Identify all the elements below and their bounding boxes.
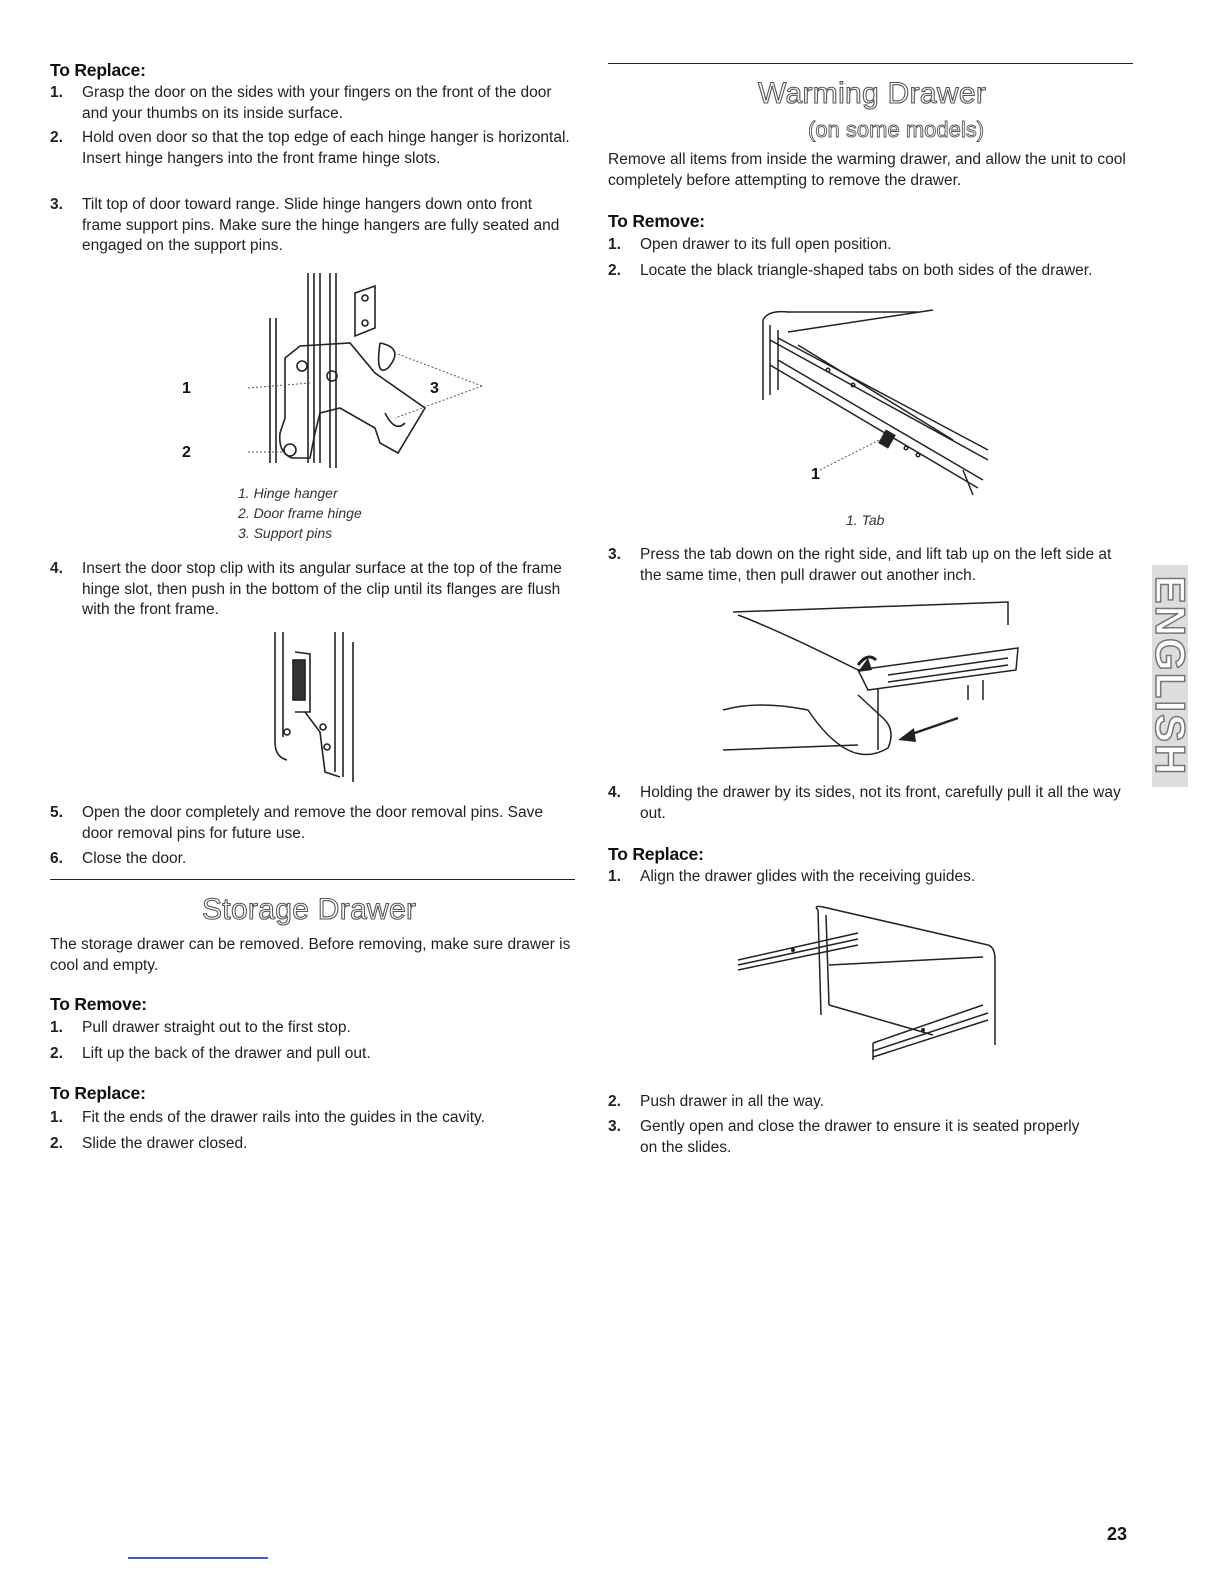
tab-illustration bbox=[758, 310, 998, 500]
door-step-6: 6. Close the door. bbox=[50, 850, 187, 867]
hinge-callout-1: 1 bbox=[182, 380, 191, 397]
storage-replace-step-1: 1. Fit the ends of the drawer rails into the guides in the cavity. bbox=[50, 1109, 485, 1126]
tab-caption: 1. Tab bbox=[846, 512, 885, 528]
door-replace-heading: To Replace: bbox=[50, 60, 146, 80]
warming-remove-heading: To Remove: bbox=[608, 211, 705, 231]
section-divider bbox=[50, 879, 575, 880]
storage-replace-heading: To Replace: bbox=[50, 1083, 146, 1103]
storage-intro: The storage drawer can be removed. Before removing, make sure drawer is cool and empty. bbox=[50, 936, 571, 974]
hinge-caption-3: 3. Support pins bbox=[238, 525, 333, 541]
warming-remove-step-4: 4. Holding the drawer by its sides, not its front, carefully pull it all the way out. bbox=[608, 784, 1121, 822]
warming-remove-step-1: 1. Open drawer to its full open position. bbox=[608, 236, 892, 253]
warming-remove-step-2: 2. Locate the black triangle-shaped tabs on both sides of the drawer. bbox=[608, 262, 1093, 279]
language-label: ENGLISH bbox=[1147, 575, 1194, 777]
hinge-caption-1: 1. Hinge hanger bbox=[238, 485, 338, 501]
warming-replace-step-3: 3. Gently open and close the drawer to ensure it is seated properly on the slides. bbox=[608, 1118, 1080, 1156]
warming-drawer-title: Warming Drawer bbox=[758, 77, 987, 110]
hinge-illustration bbox=[170, 268, 500, 478]
warming-intro: Remove all items from inside the warming drawer, and allow the unit to cool completely before attempting to remove the drawer. bbox=[608, 151, 1126, 189]
warming-replace-step-1: 1. Align the drawer glides with the receiving guides. bbox=[608, 868, 976, 885]
door-stop-clip-illustration bbox=[265, 632, 375, 782]
warming-replace-step-2: 2. Push drawer in all the way. bbox=[608, 1093, 825, 1110]
drawer-pull-illustration bbox=[718, 600, 1018, 760]
drawer-glides-illustration bbox=[733, 905, 1003, 1065]
warming-remove-step-3: 3. Press the tab down on the right side, and lift tab up on the left side at the same time, then pull drawer out another inch. bbox=[608, 546, 1112, 584]
door-step-4: 4. Insert the door stop clip with its angular surface at the top of the frame hinge slot, then push in the bottom of the clip until its flanges are flush with the front frame. bbox=[50, 560, 562, 618]
hinge-callout-3: 3 bbox=[430, 380, 439, 397]
footer-rule bbox=[128, 1557, 268, 1559]
warming-drawer-subtitle: (on some models) bbox=[808, 117, 985, 142]
door-step-2: 2. Hold oven door so that the top edge of each hinge hanger is horizontal. Insert hinge hangers into the front frame hinge slots. bbox=[50, 129, 570, 167]
door-step-5: 5. Open the door completely and remove the door removal pins. Save door removal pins for future use. bbox=[50, 804, 543, 842]
warming-top-rule bbox=[608, 63, 1133, 64]
door-step-1: 1. Grasp the door on the sides with your fingers on the front of the door and your thumbs on its inside surface. bbox=[50, 84, 552, 122]
storage-remove-heading: To Remove: bbox=[50, 994, 147, 1014]
page-number: 23 bbox=[1107, 1524, 1128, 1544]
door-step-3: 3. Tilt top of door toward range. Slide hinge hangers down onto front frame support pins. Make sure the hinge hangers are fully seated and engaged on the support pins. bbox=[50, 196, 560, 254]
tab-callout-1: 1 bbox=[811, 466, 820, 483]
storage-remove-step-1: 1. Pull drawer straight out to the first stop. bbox=[50, 1019, 351, 1036]
warming-replace-heading: To Replace: bbox=[608, 844, 704, 864]
storage-remove-step-2: 2. Lift up the back of the drawer and pull out. bbox=[50, 1045, 371, 1062]
language-side-tab bbox=[1147, 565, 1194, 787]
hinge-caption-2: 2. Door frame hinge bbox=[238, 505, 362, 521]
hinge-callout-2: 2 bbox=[182, 444, 191, 461]
storage-drawer-title: Storage Drawer bbox=[202, 893, 417, 926]
storage-replace-step-2: 2. Slide the drawer closed. bbox=[50, 1135, 248, 1152]
